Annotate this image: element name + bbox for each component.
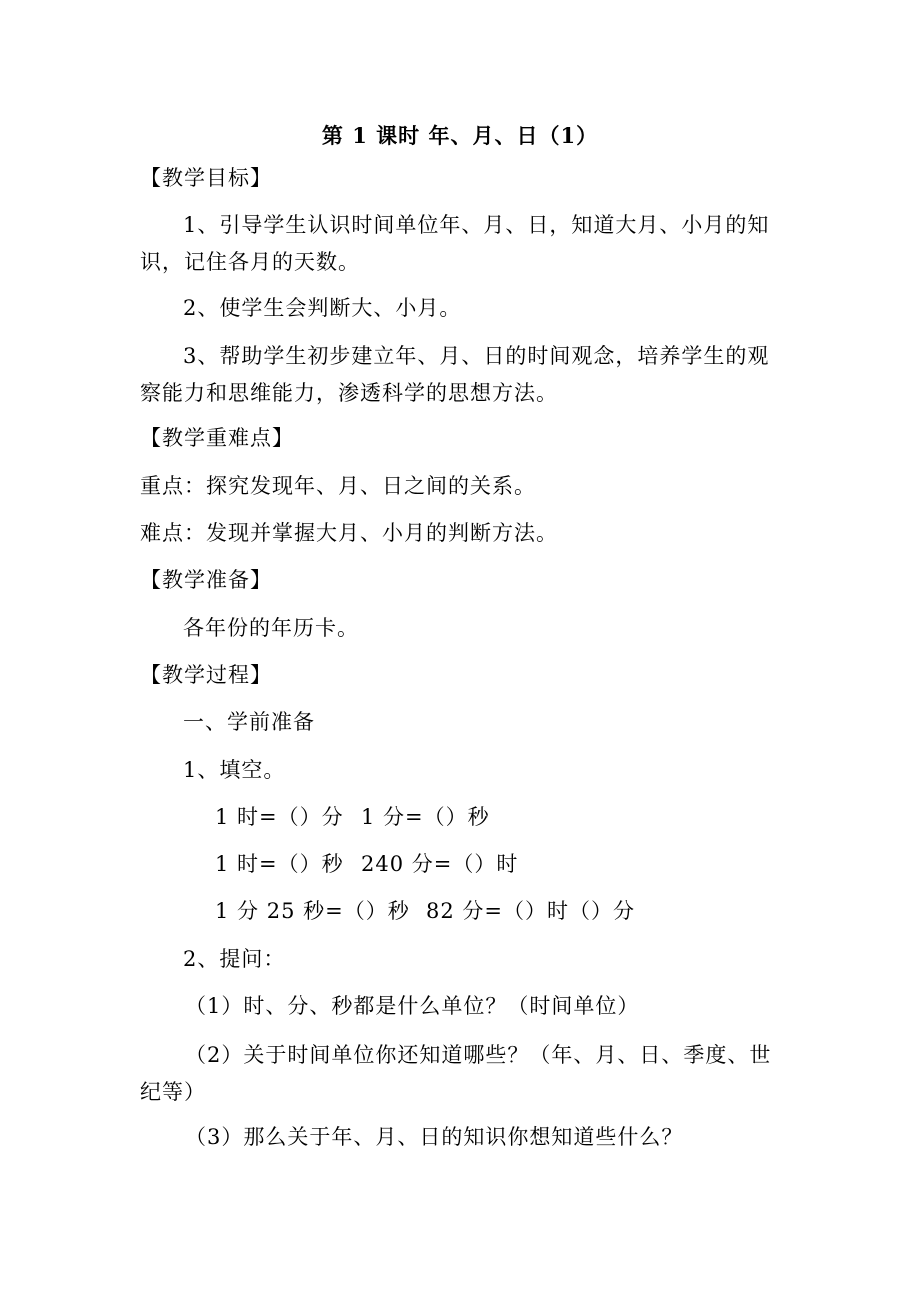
blank-1b: 1 分=（）秒: [361, 805, 490, 829]
question-3: （3）那么关于年、月、日的知识你想知道些什么？: [185, 1125, 684, 1149]
objective-2: 2、使学生会判断大、小月。: [183, 296, 462, 320]
page-title: 第 1 课时 年、月、日（1）: [321, 123, 599, 148]
process-heading: 【教学过程】: [140, 663, 272, 687]
blank-2a: 1 时=（）秒: [215, 852, 344, 876]
key-points-heading: 【教学重难点】: [140, 426, 294, 450]
blank-3b: 82 分=（）时（）分: [426, 899, 635, 923]
blank-1a: 1 时=（）分: [215, 805, 344, 829]
fill-blank-heading: 1、填空。: [183, 758, 286, 782]
key-point: 重点：探究发现年、月、日之间的关系。: [140, 474, 536, 498]
question-2: （2）关于时间单位你还知道哪些？（年、月、日、季度、世纪等）: [140, 1043, 772, 1104]
preparation-text: 各年份的年历卡。: [183, 616, 359, 640]
preparation-heading: 【教学准备】: [140, 568, 272, 592]
objective-3: 3、帮助学生初步建立年、月、日的时间观念，培养学生的观察能力和思维能力，渗透科学的思想方法。: [140, 344, 770, 405]
question-heading: 2、提问：: [183, 947, 286, 971]
blank-2b: 240 分=（）时: [361, 852, 519, 876]
objective-1: 1、引导学生认识时间单位年、月、日，知道大月、小月的知识，记住各月的天数。: [140, 213, 770, 274]
question-1: （1）时、分、秒都是什么单位？（时间单位）: [185, 994, 640, 1018]
blank-3a: 1 分 25 秒=（）秒: [215, 899, 410, 923]
difficult-point: 难点：发现并掌握大月、小月的判断方法。: [140, 521, 558, 545]
step-1: 一、学前准备: [183, 710, 315, 734]
objectives-heading: 【教学目标】: [140, 166, 272, 190]
